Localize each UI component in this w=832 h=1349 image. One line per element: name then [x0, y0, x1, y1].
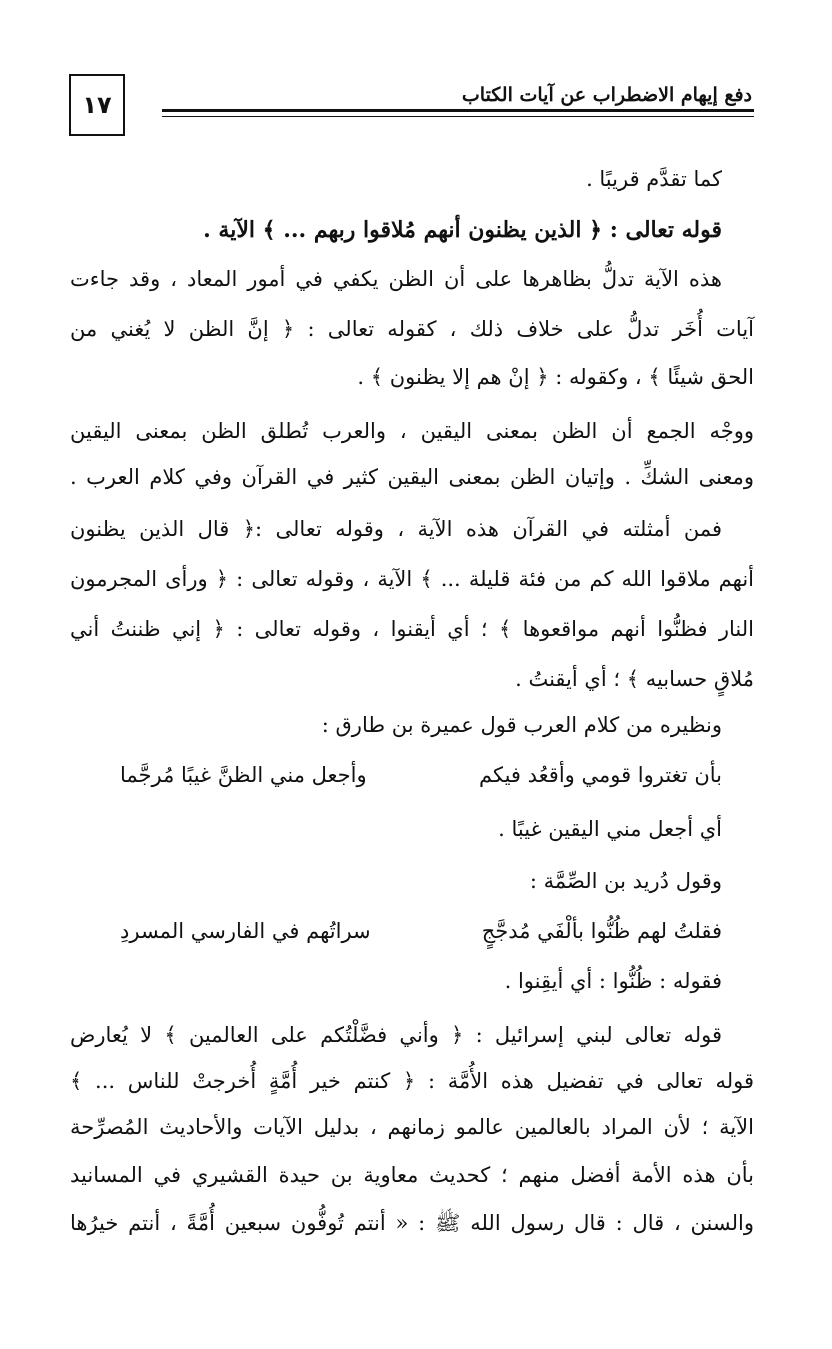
text-line-12: ونظيره من كلام العرب قول عميرة بن طارق :	[321, 713, 722, 737]
text-line-21: بأن هذه الأمة أفضل منهم ؛ كحديث معاوية بن حيدة القشيري في المسانيد	[70, 1163, 754, 1187]
text-line-4: آيات أُخَر تدلُّ على خلاف ذلك ، كقوله تعالى : ﴿ إنَّ الظن لا يُغني من	[70, 317, 754, 341]
verse-1-second-hemistich: وأجعل مني الظنَّ غيبًا مُرجَّما	[120, 763, 367, 787]
text-line-5: الحق شيئًا ﴾ ، وكقوله : ﴿ إنْ هم إلا يظنون ﴾ .	[357, 365, 754, 389]
text-line-9: أنهم ملاقوا الله كم من فئة قليلة ... ﴾ الآية ، وقوله تعالى : ﴿ ورأى المجرمون	[70, 567, 754, 591]
text-line-3: هذه الآية تدلُّ بظاهرها على أن الظن يكفي في أمور المعاد ، وقد جاءت	[70, 267, 722, 291]
text-line-10: النار فظنُّوا أنهم مواقعوها ﴾ ؛ أي أيقنوا ، وقوله تعالى : ﴿ إني ظننتُ أني	[70, 617, 754, 641]
heading-line: قوله تعالى : ﴿ الذين يظنون أنهم مُلاقوا ربهم ... ﴾ الآية .	[203, 217, 722, 243]
page-number: ١٧	[69, 74, 125, 136]
text-line-11: مُلاقٍ حسابيه ﴾ ؛ أي أيقنتُ .	[515, 667, 754, 691]
text-line-22: والسنن ، قال : قال رسول الله ﷺ : « أنتم تُوفُّون سبعين أُمَّةً ، أنتم خيرُها	[70, 1211, 754, 1235]
header-rule-thin	[162, 116, 754, 117]
text-line-19: قوله تعالى في تفضيل هذه الأُمَّة : ﴿ كنتم خير أُمَّةٍ أُخرجتْ للناس ... ﴾	[70, 1069, 754, 1093]
verse-1-first-hemistich: بأن تغتروا قومي وأقعُد فيكم	[479, 763, 722, 787]
header-rule-thick	[162, 109, 754, 112]
text-line-6: ووجْه الجمع أن الظن بمعنى اليقين ، والعرب تُطلق الظن بمعنى اليقين	[70, 419, 754, 443]
text-line-15: وقول دُريد بن الصِّمَّة :	[529, 869, 722, 893]
text-line-14: أي أجعل مني اليقين غيبًا .	[498, 817, 722, 841]
text-line-18: قوله تعالى لبني إسرائيل : ﴿ وأني فضَّلْتُكم على العالمين ﴾ لا يُعارض	[70, 1023, 722, 1047]
verse-2-first-hemistich: فقلتُ لهم ظُنُّوا بألْفَي مُدجَّجٍ	[481, 919, 722, 943]
text-line-1: كما تقدَّم قريبًا .	[586, 167, 722, 191]
text-line-7: ومعنى الشكِّ . وإتيان الظن بمعنى اليقين كثير في القرآن وفي كلام العرب .	[70, 465, 754, 489]
verse-2-second-hemistich: سراتُهم في الفارسي المسردِ	[120, 919, 371, 943]
text-line-20: الآية ؛ لأن المراد بالعالمين عالمو زمانهم ، بدليل الآيات والأحاديث المُصرِّحة	[70, 1115, 754, 1139]
text-line-17: فقوله : ظُنُّوا : أي أيقِنوا .	[504, 969, 722, 993]
running-title: دفع إيهام الاضطراب عن آيات الكتاب	[461, 84, 752, 106]
text-line-8: فمن أمثلته في القرآن هذه الآية ، وقوله تعالى :﴿ قال الذين يظنون	[70, 517, 722, 541]
